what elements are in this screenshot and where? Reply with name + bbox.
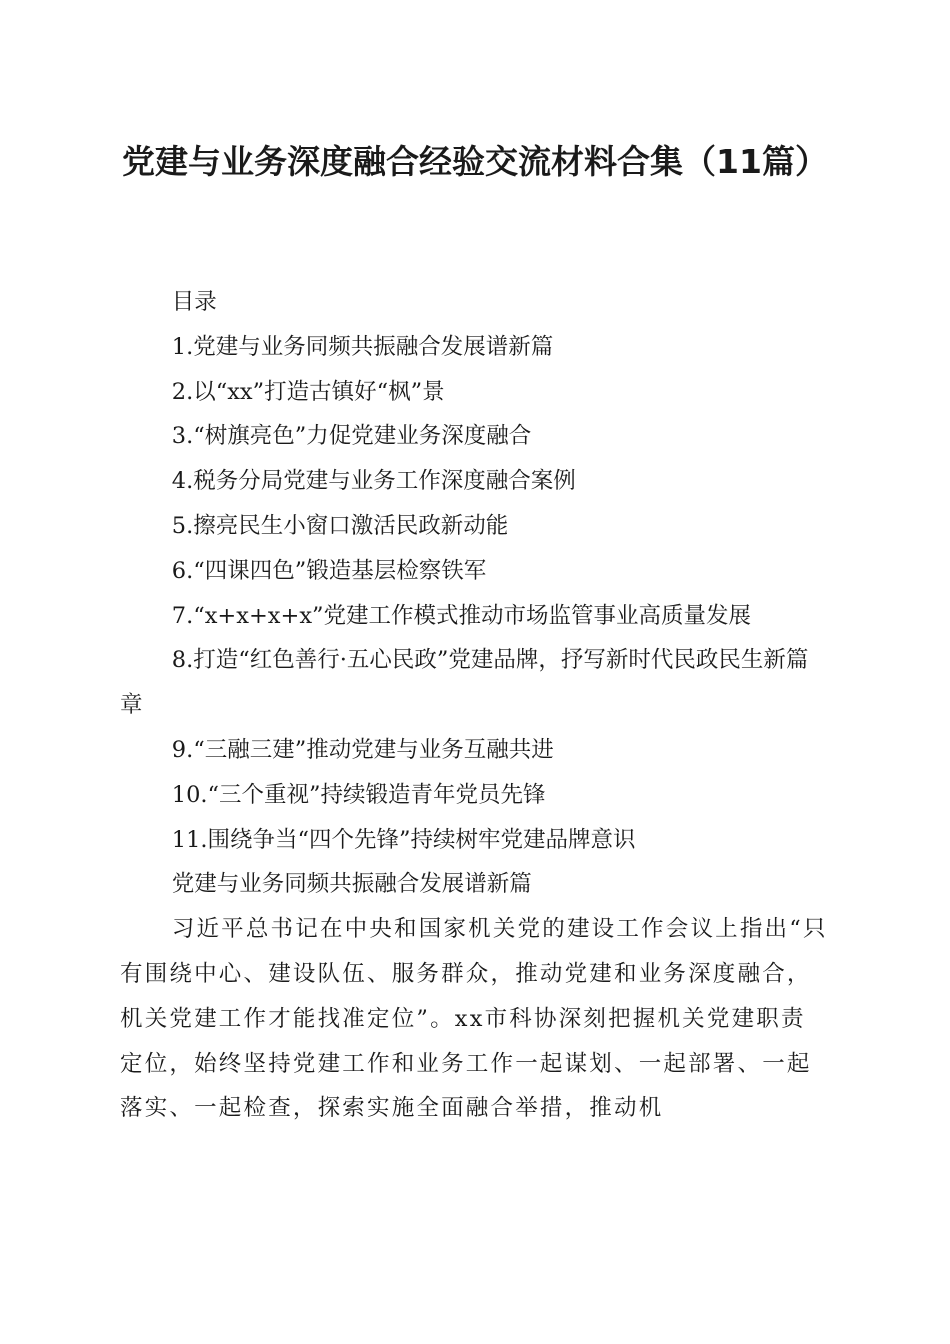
toc-item: 6.“四课四色”锻造基层检察铁军	[171, 557, 487, 584]
toc-item: 7.“x+x+x+x”党建工作模式推动市场监管事业高质量发展	[171, 602, 752, 629]
document-title: 党建与业务深度融合经验交流材料合集（11篇）	[122, 142, 828, 181]
toc-item: 4.税务分局党建与业务工作深度融合案例	[171, 468, 576, 495]
toc-item: 3.“树旗亮色”力促党建业务深度融合	[171, 423, 532, 450]
toc-item: 8.打造“红色善行·五心民政”党建品牌，抒写新时代民政民生新篇章	[120, 647, 809, 719]
toc-item: 11.围绕争当“四个先锋”持续树牢党建品牌意识	[171, 826, 636, 853]
toc-heading: 目录	[171, 289, 217, 315]
toc-item: 1.党建与业务同频共振融合发展谱新篇	[171, 333, 554, 360]
toc-item: 9.“三融三建”推动党建与业务互融共进	[171, 736, 554, 763]
toc-list	[120, 325, 830, 863]
toc-item: 2.以“xx”打造古镇好“枫”景	[171, 378, 445, 405]
toc-item: 10.“三个重视”持续锻造青年党员先锋	[171, 781, 546, 808]
toc-item: 5.擦亮民生小窗口激活民政新动能	[171, 512, 509, 539]
section-heading: 党建与业务同频共振融合发展谱新篇	[171, 871, 532, 898]
document-content	[120, 280, 830, 1131]
body-paragraph: 习近平总书记在中央和国家机关党的建设工作会议上指出“只有围绕中心、建设队伍、服务群众，推动党建和业务深度融合，机关党建工作才能找准定位”。xx市科协深刻把握机关党建职责定位，始终坚持党建工作和业务工作一起谋划、一起部署、一起落实、一起检查，探索实施全面融合举措，推动机	[120, 916, 828, 1122]
